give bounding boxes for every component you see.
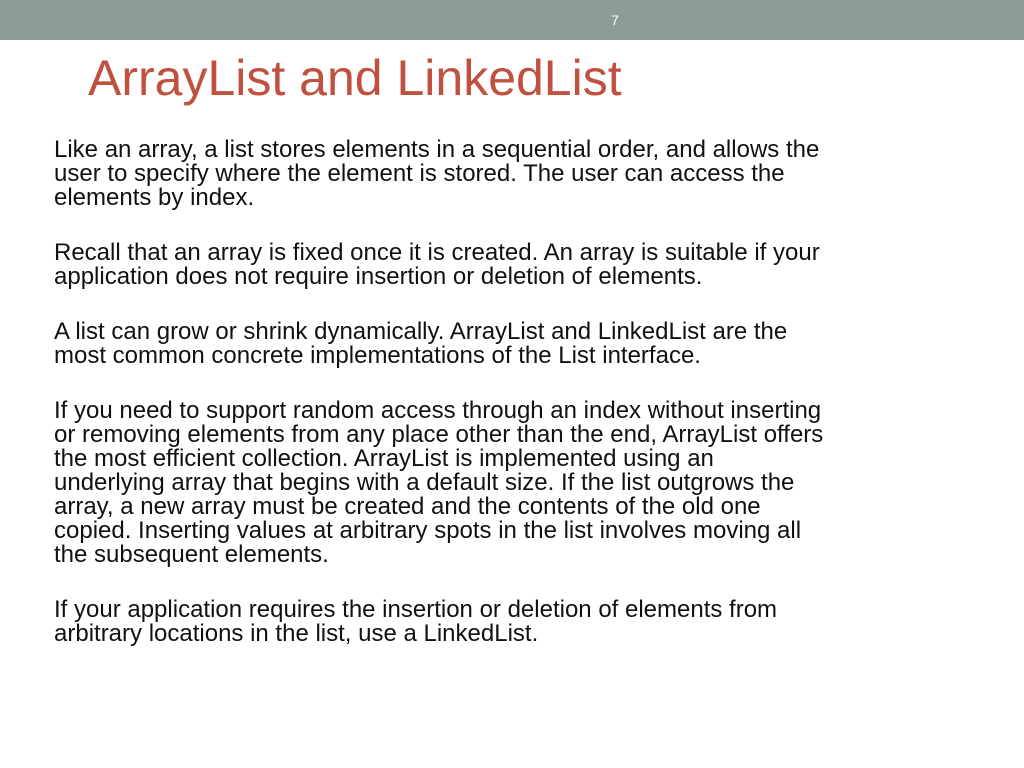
paragraph-1: [54, 138, 982, 210]
text-line: the most efficient collection. ArrayList is implemented using an: [54, 445, 714, 472]
text-line: application does not require insertion or deletion of elements.: [54, 263, 703, 290]
text-line: Like an array, a list stores elements in a sequential order, and allows the: [54, 136, 820, 163]
top-bar: [0, 0, 1024, 40]
slide-body: [54, 138, 982, 677]
text-line: user to specify where the element is stored. The user can access the: [54, 160, 785, 187]
text-line: underlying array that begins with a default size. If the list outgrows the: [54, 469, 795, 496]
slide-title: ArrayList and LinkedList: [88, 50, 622, 106]
paragraph-2: [54, 241, 982, 289]
text-line: If your application requires the insertion or deletion of elements from: [54, 596, 778, 623]
text-line: arbitrary locations in the list, use a LinkedList.: [54, 620, 539, 647]
text-line: or removing elements from any place other than the end, ArrayList offers: [54, 421, 824, 448]
text-line: most common concrete implementations of the List interface.: [54, 342, 701, 369]
text-line: array, a new array must be created and the contents of the old one: [54, 493, 761, 520]
text-line: the subsequent elements.: [54, 541, 329, 568]
paragraph-5: [54, 598, 982, 646]
text-line: copied. Inserting values at arbitrary spots in the list involves moving all: [54, 517, 802, 544]
text-line: Recall that an array is fixed once it is created. An array is suitable if your: [54, 239, 820, 266]
slide-number: 7: [611, 12, 619, 28]
paragraph-4: [54, 399, 982, 567]
text-line: elements by index.: [54, 184, 255, 211]
text-line: A list can grow or shrink dynamically. ArrayList and LinkedList are the: [54, 318, 788, 345]
text-line: If you need to support random access through an index without inserting: [54, 397, 822, 424]
paragraph-3: [54, 320, 982, 368]
